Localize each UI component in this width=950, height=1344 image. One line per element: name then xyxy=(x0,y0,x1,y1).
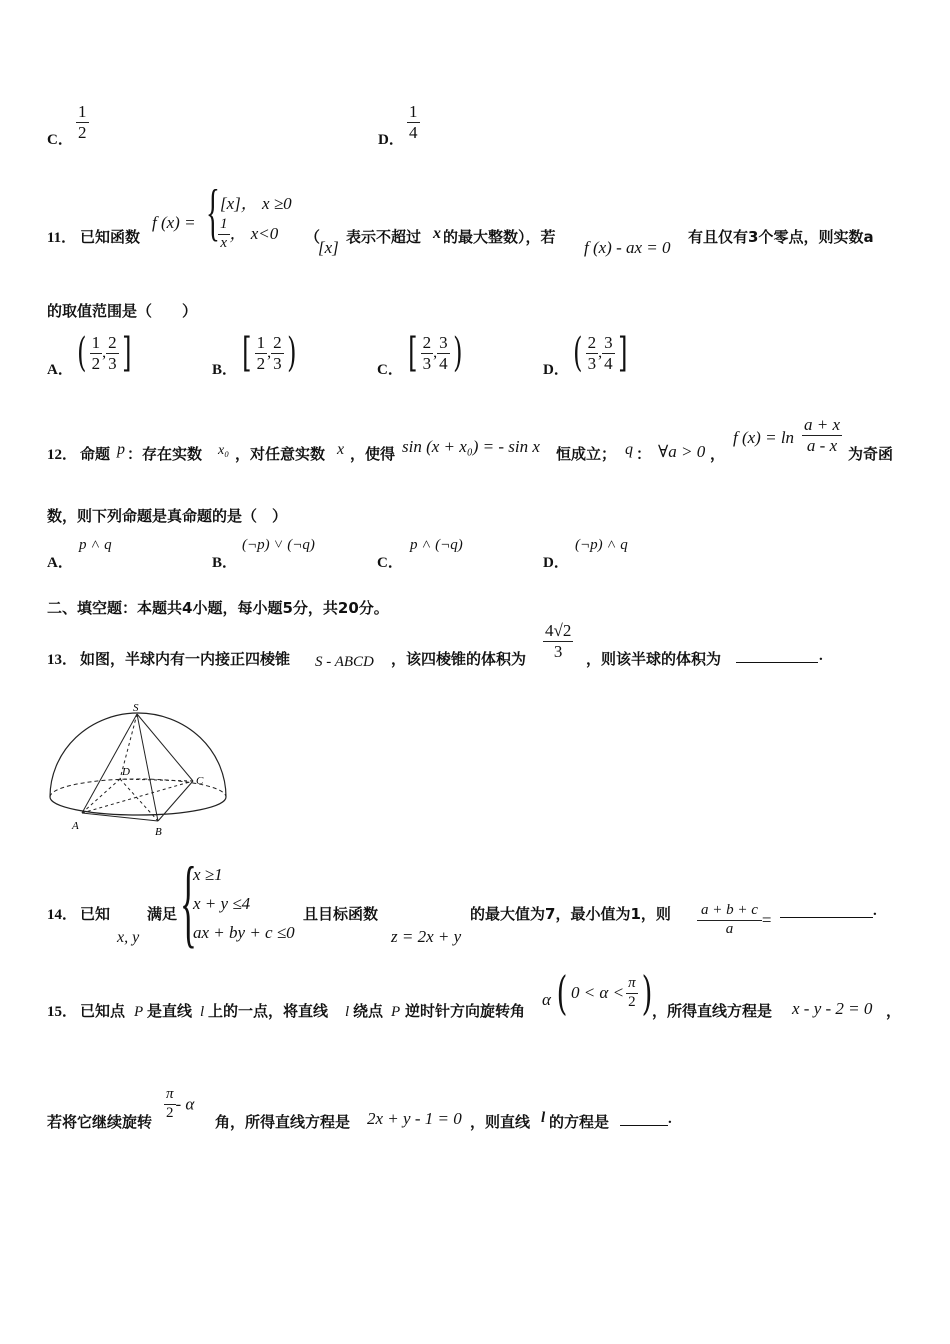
q11-option-b-value: [ $\frac{1}{2}$ , $\frac{2}{3}$ ) xyxy=(242,330,297,376)
q14-text-2: 满足 xyxy=(147,905,178,923)
q13-vol-den: 3 xyxy=(553,641,563,661)
q15-text-10: 的方程是 xyxy=(549,1113,610,1131)
q12-text-8: 为奇函 xyxy=(848,445,894,463)
q14-text-4: 的最大值为7，最小值为1，则 xyxy=(470,905,671,923)
q14-text-1: 已知 xyxy=(80,905,111,923)
q12-option-b: (¬p) ˅ (¬q) xyxy=(242,537,315,553)
q11-case-brace: { xyxy=(206,176,220,247)
q12-text-5: 恒成立； xyxy=(556,445,617,463)
q12-f-num: a + x xyxy=(804,415,841,434)
q11-case-1: [x]， x ≥0 xyxy=(220,194,292,213)
q13-number: 13． xyxy=(47,652,78,668)
q14-end: . xyxy=(873,903,877,919)
q15-line-1: x - y - 2 = 0 xyxy=(792,999,873,1018)
q10-option-d-value xyxy=(407,103,420,142)
edge-sb xyxy=(137,714,158,821)
q15-p-2: P xyxy=(391,1004,401,1020)
q12-number: 12． xyxy=(47,447,78,463)
q15-line-2: 2x + y - 1 = 0 xyxy=(367,1109,462,1128)
q12-q: q xyxy=(625,441,633,458)
edge-cd xyxy=(120,779,193,781)
q15-l-3: l xyxy=(541,1110,546,1126)
label-a: A xyxy=(72,820,79,832)
q15-text-7: 若将它继续旋转 xyxy=(47,1113,153,1131)
q15-range-text: 0 < α < xyxy=(570,983,625,1002)
q11-text-3: 的最大整数），若 xyxy=(443,228,556,246)
q15-rot-num: π xyxy=(166,1086,174,1102)
q14-answer-blank xyxy=(780,903,873,922)
q11-var-x: x xyxy=(433,225,441,242)
q13-text-1: 如图，半球内有一内接正四棱锥 xyxy=(80,650,291,668)
q11-case-2-den: x xyxy=(220,234,228,251)
q14-c3: ax + by + c ≤0 xyxy=(193,923,295,942)
q11-floor-note: [x] xyxy=(318,238,339,257)
q14-vars: x, y xyxy=(117,929,140,946)
base-front-arc xyxy=(50,797,226,815)
edge-bc xyxy=(158,781,193,821)
q15-number: 15． xyxy=(47,1004,78,1020)
q12-f-fraction xyxy=(802,416,842,455)
q10-c-num: 1 xyxy=(78,102,87,121)
q13-text-2: ，该四棱锥的体积为 xyxy=(391,650,527,668)
q12-p: p xyxy=(117,441,125,458)
q15-rot-den: 2 xyxy=(166,1104,174,1121)
q15-comma: ， xyxy=(886,1002,902,1020)
q13-end: . xyxy=(819,648,823,664)
q11-text-1: 已知函数 xyxy=(80,228,141,246)
q12-f-den: a - x xyxy=(806,435,838,455)
q11-paren-open: （ xyxy=(305,228,321,246)
q15-end: . xyxy=(668,1111,672,1127)
q12-option-c-label: C． xyxy=(377,555,403,571)
q14-c2: x + y ≤4 xyxy=(193,894,251,913)
q12-x: x xyxy=(337,441,345,458)
q14-z: z = 2x + y xyxy=(391,927,462,946)
q10-c-den: 2 xyxy=(78,122,87,142)
q11-func-lhs: f (x) = xyxy=(152,213,196,232)
q12-text-3: ，对任意实数 xyxy=(235,445,326,463)
label-d: D xyxy=(122,766,130,778)
q10-option-c-value xyxy=(76,103,89,142)
q12-text-6: ： xyxy=(636,445,652,463)
q11-number: 11． xyxy=(47,230,77,246)
q12-text-1: 命题 xyxy=(80,445,111,463)
q15-answer-blank xyxy=(620,1111,668,1130)
hemisphere-pyramid-figure xyxy=(40,700,240,845)
q12-option-d: (¬p) ˄ q xyxy=(575,537,628,553)
q10-option-c-label: C． xyxy=(47,132,73,148)
q13-answer-blank xyxy=(736,648,818,667)
q11-option-c-label: C． xyxy=(377,362,403,378)
q13-text-3: ，则该半球的体积为 xyxy=(586,650,722,668)
q12-f-lhs: f (x) = ln xyxy=(733,428,795,447)
q12-option-a-label: A． xyxy=(47,555,73,571)
label-c: C xyxy=(196,775,204,787)
q12-option-a: p ˄ q xyxy=(79,537,112,553)
section-2-heading: 二、填空题：本题共4小题，每小题5分，共20分。 xyxy=(47,599,389,617)
q15-text-4: 绕点 xyxy=(353,1002,384,1020)
q14-text-3: 且目标函数 xyxy=(303,905,379,923)
q12-option-d-label: D． xyxy=(543,555,569,571)
q14-c1: x ≥1 xyxy=(193,865,223,884)
q11-option-c-value: [ $\frac{2}{3}$ , $\frac{3}{4}$ ) xyxy=(408,330,463,376)
q15-text-8: 角，所得直线方程是 xyxy=(215,1113,351,1131)
q11-case-2-cond: ， x<0 xyxy=(229,223,279,243)
q15-range: ( 0 < α < $\frac{\pi}{2}$ ) xyxy=(556,966,652,1020)
q12-cond: ∀a > 0 xyxy=(658,442,706,461)
q13-vol-num: 4√2 xyxy=(545,621,572,640)
q12-text-9: 数，则下列命题是真命题的是（ ） xyxy=(47,507,288,525)
q15-rotation xyxy=(164,1087,194,1122)
q11-equation: f (x) - ax = 0 xyxy=(584,238,671,257)
q11-case-2-num: 1 xyxy=(218,217,230,235)
q11-text-5: 的取值范围是（ ） xyxy=(47,302,198,320)
q11-option-d-label: D． xyxy=(543,362,569,378)
edge-sa xyxy=(82,714,137,813)
q10-d-den: 4 xyxy=(409,122,418,142)
q15-pi-num: π xyxy=(626,976,638,994)
q10-d-num: 1 xyxy=(409,102,418,121)
q11-option-a-value: ( $\frac{1}{2}$ , $\frac{2}{3}$ ] xyxy=(77,330,132,376)
q15-text-6: ，所得直线方程是 xyxy=(652,1002,773,1020)
q12-x0: x₀ xyxy=(218,443,230,458)
q11-text-2: 表示不超过 xyxy=(346,228,422,246)
q13-pyramid: S - ABCD xyxy=(315,654,374,670)
q15-l-1: l xyxy=(200,1004,205,1020)
q11-option-a-label: A． xyxy=(47,362,73,378)
q14-equals: = xyxy=(761,910,772,930)
q15-rot-minus: - α xyxy=(175,1094,195,1114)
q15-text-1: 已知点 xyxy=(80,1002,126,1020)
q15-pi-den: 2 xyxy=(628,993,636,1010)
q14-number: 14． xyxy=(47,907,78,923)
q14-brace: { xyxy=(180,846,197,957)
q14-ratio-num: a + b + c xyxy=(697,903,762,921)
label-b: B xyxy=(155,826,162,838)
q12-text-4: ，使得 xyxy=(350,445,396,463)
q15-alpha: α xyxy=(542,990,551,1009)
q13-volume xyxy=(543,622,573,661)
diag-ac xyxy=(82,781,193,813)
q15-text-9: ，则直线 xyxy=(470,1113,531,1131)
q12-text-2: ：存在实数 xyxy=(127,445,203,463)
edge-sc xyxy=(137,714,193,781)
q15-text-5: 逆时针方向旋转角 xyxy=(405,1002,526,1020)
q12-option-c: p ˄ (¬q) xyxy=(410,537,463,553)
q11-option-d-value: ( $\frac{2}{3}$ , $\frac{3}{4}$ ] xyxy=(573,330,628,376)
q15-l-2: l xyxy=(345,1004,350,1020)
label-s: S xyxy=(133,702,139,714)
q12-eq-1: sin (x + x₀) = - sin x xyxy=(402,437,540,456)
q10-option-d-label: D． xyxy=(378,132,404,148)
q11-case-2 xyxy=(218,217,278,252)
q12-text-7: ， xyxy=(710,445,726,463)
q15-text-2: 是直线 xyxy=(147,1002,193,1020)
q15-p-1: P xyxy=(134,1004,144,1020)
q11-option-b-label: B． xyxy=(212,362,238,378)
q15-text-3: 上的一点，将直线 xyxy=(208,1002,329,1020)
q14-ratio xyxy=(697,903,772,938)
q12-option-b-label: B． xyxy=(212,555,238,571)
q11-text-4: 有且仅有3个零点，则实数a xyxy=(688,228,874,246)
q14-ratio-den: a xyxy=(725,920,734,937)
